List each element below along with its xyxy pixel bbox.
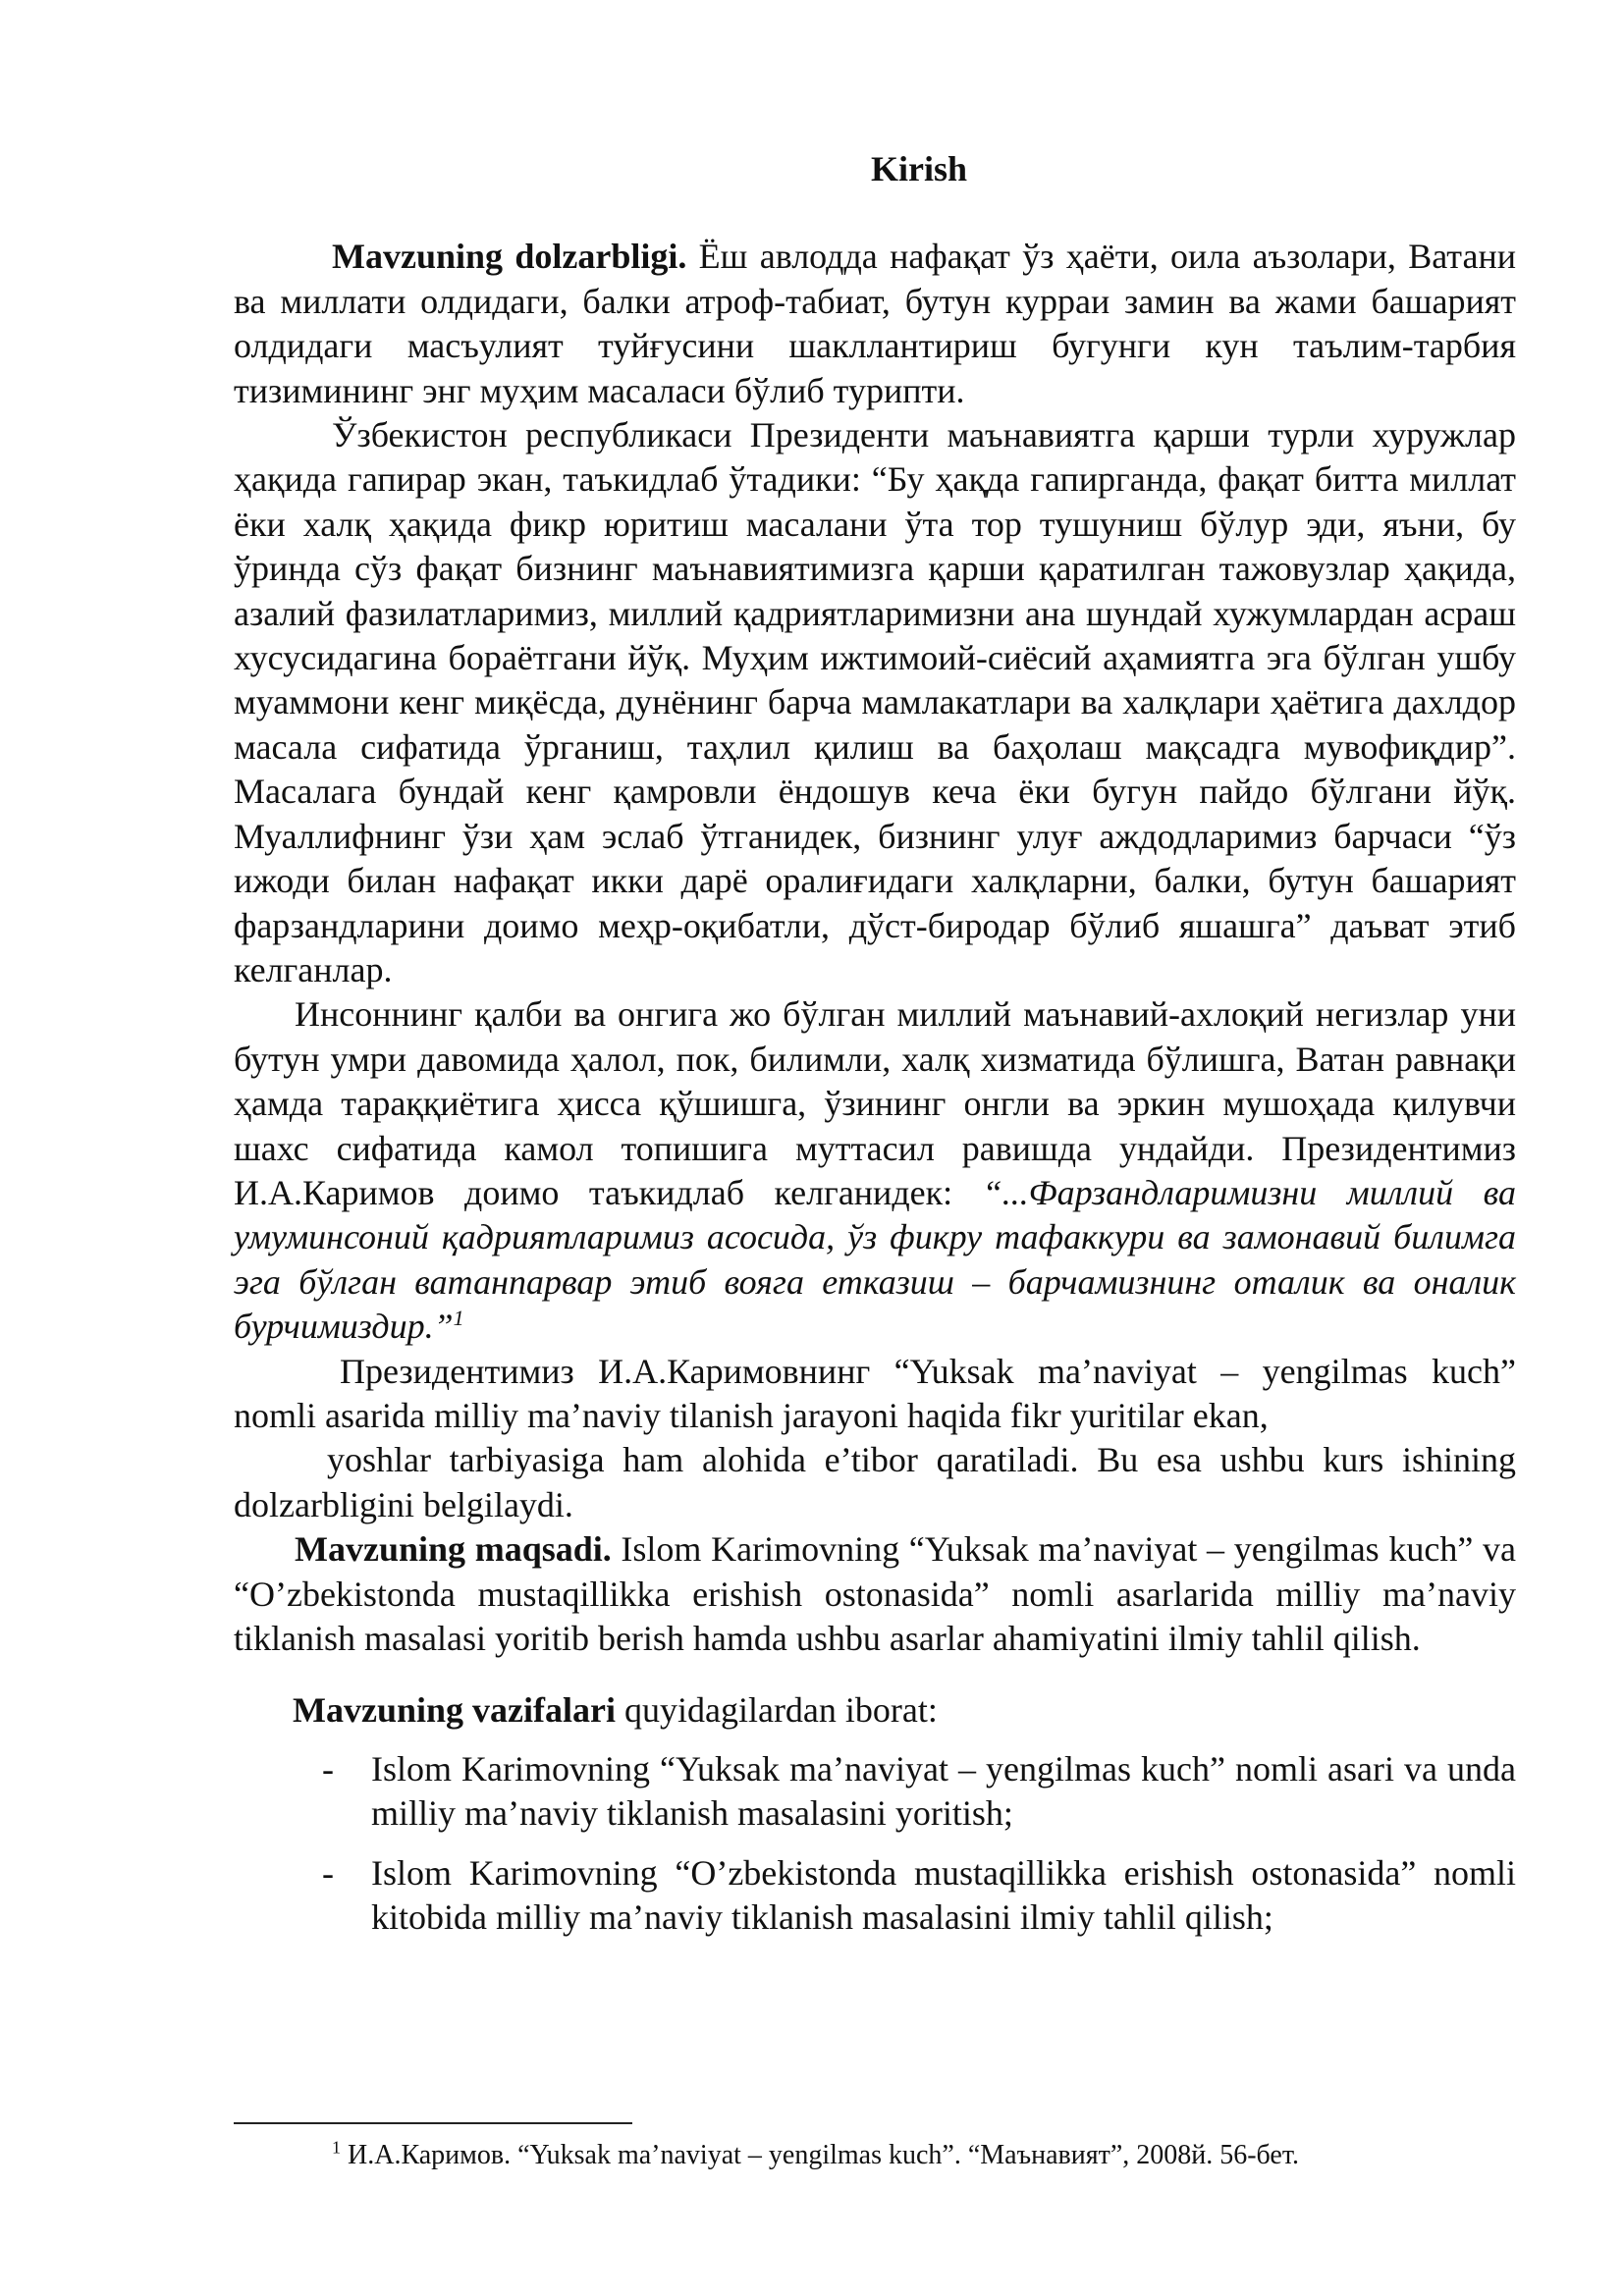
karimov-quote: “...Фарзандларимизни миллий ва умуминсоний қадриятларимиз асосида, ўз фикру тафаккури ва замонавий билимга эга бўлган ватанпарвар этиб вояга етказиш – барчамизнинг оталик ва оналик бурчимиздир.”: [234, 1172, 1516, 1347]
tasks-intro: quyidagilardan iborat:: [615, 1690, 938, 1731]
footnote-number: 1: [332, 2137, 341, 2158]
document-page: [234, 147, 1516, 1954]
goal-paragraph: [234, 1527, 1516, 1661]
tasks-paragraph: [234, 1688, 1516, 1733]
footnote-text: И.А.Каримов. “Yuksak ma’naviyat – yengilmas kuch”. “Маънавият”, 2008й. 56-бет.: [341, 2140, 1299, 2170]
tasks-heading: Mavzuning vazifalari: [293, 1690, 616, 1731]
president-quote-paragraph: Ўзбекистон республикаси Президенти маънавиятга қарши турли хуружлар ҳақида гапирар экан, таъкидлаб ўтадики: “Бу ҳақда гапирганда, фақат битта миллат ёки халқ ҳақида фикр юритиш масалани ўта тор тушуниш бўлур эди, яъни, бу ўринда сўз фақат бизнинг маънавиятимизга қарши қаратилган тажовузлар ҳақида, азалий фазилатларимиз, миллий қадриятларимизни ана шундай хужумлардан асраш хусусидагина бораётгани йўқ. Муҳим ижтимоий-сиёсий аҳамиятга эга бўлган ушбу муаммони кенг миқёсда, дунёнинг барча мамлакатлари ва халқлари ҳаётига дахлдор масала сифатида ўрганиш, таҳлил қилиш ва баҳолаш мақсадга мувофиқдир”. Масалага бундай кенг қамровли ёндошув кеча ёки бугун пайдо бўлгани йўқ. Муаллифнинг ўзи ҳам эслаб ўтганидек, бизнинг улуғ аждодларимиз барчаси “ўз ижоди билан нафақат икки дарё оралиғидаги халқларни, балки, бутун башарият фарзандларини доимо меҳр-оқибатли, дўст-биродар бўлиб яшашга” даъват этиб келганлар.: [234, 415, 1516, 989]
tasks-list: [234, 1747, 1516, 1941]
page-title: Kirish: [870, 149, 967, 188]
relevance-text: Ёш авлодда нафақат ўз ҳаёти, оила аъзолари, Ватани ва миллати олдидаги, балки атроф-табиат, бутун курраи замин ва жами башарият олдидаги масъулият туйғусини шакллантириш бугунги кун таълим-тарбия тизимининг энг муҳим масаласи бўлиб турипти.: [234, 237, 1516, 410]
goal-text: Islom Karimovning “Yuksak ma’naviyat – yengilmas kuch” va “O’zbekistonda mustaqillikka erishish ostonasida” nomli asarlarida milliy ma’naviy tiklanish masalasi yoritib berish hamda ushbu asarlar ahamiyatini ilmiy tahlil qilish.: [234, 1529, 1516, 1658]
relevance-paragraph: [234, 235, 1516, 413]
dash-bullet-icon: -: [322, 1748, 334, 1789]
list-item: [234, 1747, 1516, 1837]
footnote-divider: [234, 2122, 632, 2124]
footnote: [332, 2138, 1299, 2173]
dash-bullet-icon: -: [322, 1852, 334, 1893]
goal-heading: Mavzuning maqsadi.: [295, 1529, 612, 1570]
work-paragraph-part-1: Президентимиз И.А.Каримовнинг “Yuksak ma’naviyat – yengilmas kuch” nomli asarida milliy ma’naviy tilanish jarayoni haqida fikr yuritilar ekan,: [234, 1351, 1516, 1435]
list-item: [234, 1851, 1516, 1941]
work-paragraph-part-2: yoshlar tarbiyasiga ham alohida e’tibor qaratiladi. Bu esa ushbu kurs ishining dolzarbligini belgilaydi.: [234, 1440, 1516, 1524]
values-paragraph: [234, 992, 1516, 1349]
footnote-reference[interactable]: 1: [453, 1306, 464, 1331]
relevance-heading: Mavzuning dolzarbligi.: [332, 237, 687, 277]
list-item-text: Islom Karimovning “O’zbekistonda mustaqillikka erishish ostonasida” nomli kitobida milliy ma’naviy tiklanish masalasini ilmiy tahlil qilish;: [371, 1852, 1516, 1938]
list-item-text: Islom Karimovning “Yuksak ma’naviyat – yengilmas kuch” nomli asari va unda milliy ma’naviy tiklanish masalasini yoritish;: [371, 1748, 1516, 1834]
values-text: Инсоннинг қалби ва онгига жо бўлган миллий маънавий-ахлоқий негизлар уни бутун умри давомида ҳалол, пок, билимли, халқ хизматида бўлишга, Ватан равнақи ҳамда тараққиётига ҳисса қўшишга, ўзининг онгли ва эркин мушоҳада қилувчи шахс сифатида камол топишига муттасил равишда ундайди. Президентимиз И.А.Каримов доимо таъкидлаб келганидек:: [234, 994, 1516, 1212]
